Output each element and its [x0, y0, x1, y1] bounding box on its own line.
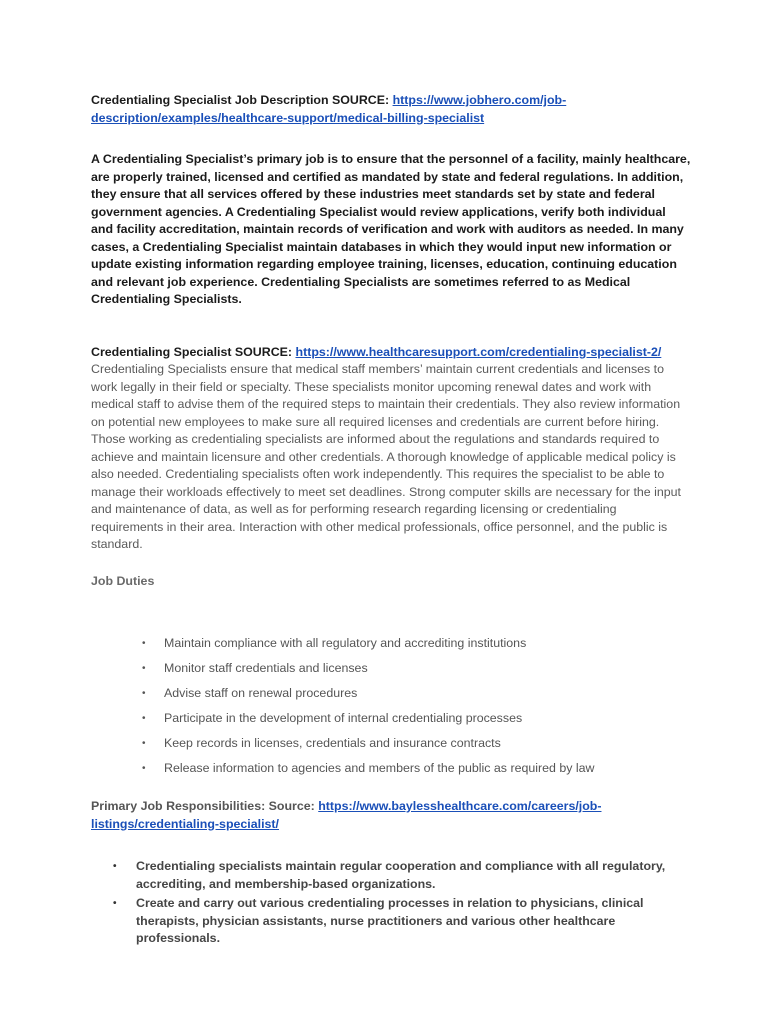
bullet-icon: •	[142, 688, 146, 699]
responsibility-text: Create and carry out various credentialing processes in relation to physicians, clinical therapists, physician assistants, nurse practitioners and various other healthcare professionals.	[136, 896, 644, 945]
section-job-description	[91, 92, 691, 309]
section-credentialing-specialist	[91, 344, 691, 786]
list-item	[91, 635, 691, 660]
list-item	[91, 760, 691, 785]
responsibility-text: Credentialing specialists maintain regular cooperation and compliance with all regulatory, accrediting, and membership-based organizations.	[136, 859, 666, 891]
section1-heading: Credentialing Specialist Job Description SOURCE:	[91, 93, 393, 107]
bullet-icon: •	[142, 763, 146, 774]
bullet-icon: •	[142, 663, 146, 674]
list-item	[91, 685, 691, 710]
job-duties-title: Job Duties	[91, 573, 155, 588]
section3-heading: Primary Job Responsibilities: Source:	[91, 799, 319, 813]
bullet-icon: •	[142, 638, 146, 649]
section1-heading-line	[91, 92, 691, 127]
section2-source-link[interactable]: https://www.healthcaresupport.com/credentialing-specialist-2/	[295, 344, 662, 359]
duty-text: Advise staff on renewal procedures	[164, 686, 358, 700]
job-duties-list	[91, 635, 691, 785]
section3-source-link[interactable]: https://www.baylesshealthcare.com/careers/job-listings/credentialing-specialist/	[91, 799, 602, 831]
duty-text: Keep records in licenses, credentials and insurance contracts	[164, 736, 501, 750]
bullet-icon: •	[113, 861, 117, 872]
list-item	[91, 735, 691, 760]
duty-text: Monitor staff credentials and licenses	[164, 661, 368, 675]
bullet-icon: •	[142, 738, 146, 749]
duty-text: Maintain compliance with all regulatory and accrediting institutions	[164, 636, 527, 650]
section1-body: A Credentialing Specialist’s primary job is to ensure that the personnel of a facility, mainly healthcare, are properly trained, licensed and certified as mandated by state and federal regulations. In addition, they ensure that all services offered by these industries meet standards set by state and federal government agencies. A Credentialing Specialist would review applications, verify both individual and facility accreditation, maintain records of verification and work with auditors as needed. In many cases, a Credentialing Specialist maintain databases in which they would input new information or update existing information regarding employee training, licenses, education, continuing education and relevant job experience. Credentialing Specialists are sometimes referred to as Medical Credentialing Specialists.	[91, 152, 691, 306]
section-primary-responsibilities	[91, 798, 691, 948]
duty-text: Participate in the development of internal credentialing processes	[164, 711, 523, 725]
duty-text: Release information to agencies and members of the public as required by law	[164, 761, 595, 775]
section2-heading: Credentialing Specialist SOURCE:	[91, 344, 296, 359]
section1-source-link[interactable]: https://www.jobhero.com/job-description/examples/healthcare-support/medical-billing-specialist	[91, 93, 567, 125]
list-item	[91, 858, 691, 893]
section2-heading-line	[91, 344, 691, 362]
list-item	[91, 710, 691, 735]
responsibilities-list	[91, 858, 691, 948]
bullet-icon: •	[113, 898, 117, 909]
document-page	[91, 92, 691, 950]
list-item	[91, 895, 691, 948]
section3-heading-line	[91, 798, 691, 833]
list-item	[91, 660, 691, 685]
section2-body: Credentialing Specialists ensure that medical staff members’ maintain current credentials and licenses to work legally in their field or specialty. These specialists monitor upcoming renewal dates and work with medical staff to advise them of the required steps to maintain their credentials. They also review information on potential new employees to make sure all required licenses and credentials are current before hiring. Those working as credentialing specialists are informed about the regulations and standards required to achieve and maintain licensure and other credentials. A thorough knowledge of applicable medical policy is also needed. Credentialing specialists often work independently. This requires the specialist to be able to manage their workloads effectively to meet set deadlines. Strong computer skills are necessary for the input and maintenance of data, as well as for performing research regarding licensing or credentialing requirements in their area. Interaction with other medical professionals, office personnel, and the public is standard.	[91, 362, 682, 551]
bullet-icon: •	[142, 713, 146, 724]
